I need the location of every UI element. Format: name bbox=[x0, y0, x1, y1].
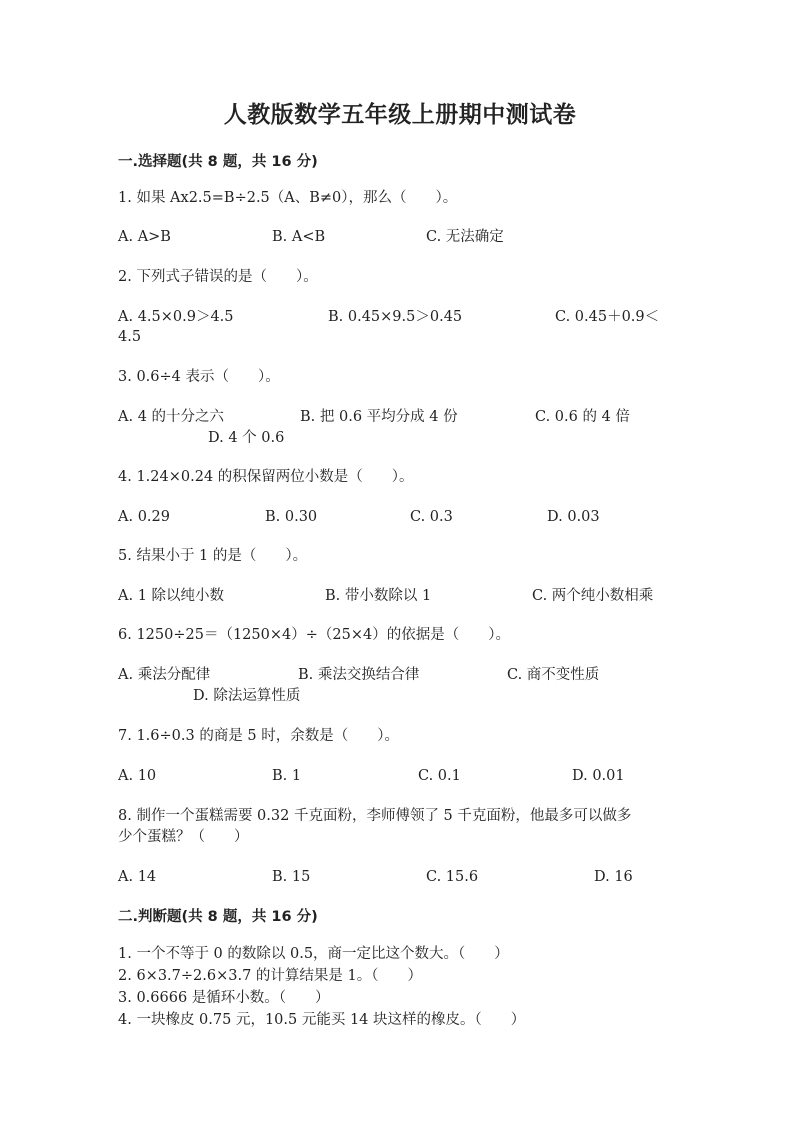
question-6-option-c: C. 商不变性质 bbox=[507, 667, 600, 683]
question-4-option-a: A. 0.29 bbox=[118, 509, 170, 525]
question-3-option-d: D. 4 个 0.6 bbox=[208, 430, 285, 446]
question-1-option-a: A. A>B bbox=[118, 229, 171, 245]
question-7-option-a: A. 10 bbox=[118, 768, 157, 784]
question-8-option-d: D. 16 bbox=[594, 869, 633, 885]
question-4-stem: 4. 1.24×0.24 的积保留两位小数是（ ）。 bbox=[118, 469, 414, 485]
question-6-option-b: B. 乘法交换结合律 bbox=[298, 667, 420, 683]
question-1-stem: 1. 如果 Ax2.5=B÷2.5（A、B≠0），那么（ ）。 bbox=[118, 190, 458, 206]
section-heading-judgement: 二.判断题(共 8 题，共 16 分) bbox=[118, 909, 318, 925]
question-6-stem: 6. 1250÷25＝（1250×4）÷（25×4）的依据是（ ）。 bbox=[118, 627, 510, 643]
question-4-option-c: C. 0.3 bbox=[410, 509, 453, 525]
question-8-option-a: A. 14 bbox=[118, 869, 157, 885]
question-3-option-c: C. 0.6 的 4 倍 bbox=[535, 409, 630, 425]
question-3-stem: 3. 0.6÷4 表示（ ）。 bbox=[118, 369, 280, 385]
question-2-stem: 2. 下列式子错误的是（ ）。 bbox=[118, 269, 318, 285]
question-8-option-c: C. 15.6 bbox=[426, 869, 479, 885]
question-2-option-c-cont: 4.5 bbox=[118, 329, 142, 345]
question-7-option-c: C. 0.1 bbox=[418, 768, 461, 784]
question-5-option-b: B. 带小数除以 1 bbox=[325, 588, 432, 604]
question-2-option-c: C. 0.45＋0.9＜ bbox=[555, 309, 660, 325]
question-3-option-a: A. 4 的十分之六 bbox=[118, 409, 225, 425]
question-5-option-a: A. 1 除以纯小数 bbox=[118, 588, 225, 604]
question-5-stem: 5. 结果小于 1 的是（ ）。 bbox=[118, 548, 308, 564]
page-title: 人教版数学五年级上册期中测试卷 bbox=[223, 102, 577, 128]
judgement-item-3: 3. 0.6666 是循环小数。（ ） bbox=[118, 990, 330, 1006]
question-7-option-b: B. 1 bbox=[272, 768, 302, 784]
question-8-option-b: B. 15 bbox=[272, 869, 311, 885]
question-4-option-d: D. 0.03 bbox=[547, 509, 600, 525]
question-1-option-b: B. A<B bbox=[272, 229, 326, 245]
question-8-stem: 8. 制作一个蛋糕需要 0.32 千克面粉，李师傅领了 5 千克面粉，他最多可以做多 bbox=[118, 808, 632, 824]
question-4-option-b: B. 0.30 bbox=[265, 509, 318, 525]
question-6-option-d: D. 除法运算性质 bbox=[193, 688, 301, 704]
question-7-stem: 7. 1.6÷0.3 的商是 5 时，余数是（ ）。 bbox=[118, 728, 400, 744]
question-5-option-c: C. 两个纯小数相乘 bbox=[532, 588, 654, 604]
question-8-stem-cont: 少个蛋糕？（ ） bbox=[118, 829, 249, 845]
question-7-option-d: D. 0.01 bbox=[572, 768, 625, 784]
section-heading-choice: 一.选择题(共 8 题，共 16 分) bbox=[118, 154, 318, 170]
question-1-option-c: C. 无法确定 bbox=[426, 229, 504, 245]
question-2-option-b: B. 0.45×9.5＞0.45 bbox=[328, 309, 463, 325]
question-3-option-b: B. 把 0.6 平均分成 4 份 bbox=[300, 409, 458, 425]
question-6-option-a: A. 乘法分配律 bbox=[118, 667, 211, 683]
judgement-item-1: 1. 一个不等于 0 的数除以 0.5，商一定比这个数大。（ ） bbox=[118, 946, 509, 962]
question-2-option-a: A. 4.5×0.9＞4.5 bbox=[118, 309, 234, 325]
judgement-item-2: 2. 6×3.7÷2.6×3.7 的计算结果是 1。（ ） bbox=[118, 968, 422, 984]
judgement-item-4: 4. 一块橡皮 0.75 元，10.5 元能买 14 块这样的橡皮。（ ） bbox=[118, 1012, 526, 1028]
